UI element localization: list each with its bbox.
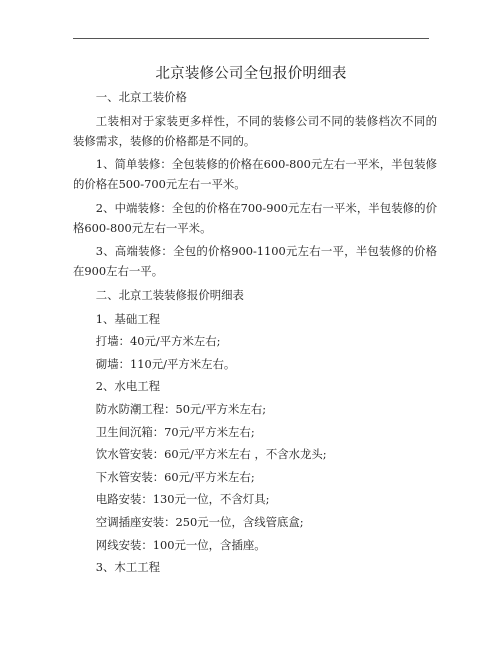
price-item: 3、高端装修：全包的价格900-1100元左右一平，半包装修的价格在900左右一平。: [73, 244, 437, 279]
line-item: 空调插座安装：250元一位，含线管底盒;: [95, 514, 304, 529]
document-body: [73, 87, 437, 580]
subsection-heading: 3、木工工程: [95, 560, 160, 575]
line-item: 砌墙：110元/平方米左右。: [95, 356, 236, 371]
header-rule: [73, 38, 429, 39]
subsection-heading: 2、水电工程: [95, 379, 160, 394]
line-item: 卫生间沉箱：70元/平方米左右;: [95, 424, 255, 439]
line-item: 网线安装：100元一位，含插座。: [95, 537, 266, 552]
price-item: 1、简单装修：全包装修的价格在600-800元左右一平米，半包装修的价格在500-700元左右一平米。: [73, 157, 437, 192]
line-item: 电路安装：130元一位，不含灯具;: [95, 492, 270, 507]
section-heading: 一、北京工装价格: [95, 90, 187, 104]
line-item: 防水防潮工程：50元/平方米左右;: [95, 401, 267, 416]
section-heading: 二、北京工装装修报价明细表: [95, 287, 244, 302]
line-item: 饮水管安装：60元/平方米左右 ，不含水龙头;: [95, 447, 327, 462]
line-item: 下水管安装：60元/平方米左右;: [95, 469, 255, 484]
intro-paragraph: 工装相对于家装更多样性，不同的装修公司不同的装修档次不同的装修需求，装修的价格都是不同的。: [73, 113, 437, 148]
price-item: 2、中端装修：全包的价格在700-900元左右一平米，半包装修的价格600-800元左右一平米。: [73, 200, 437, 235]
line-item: 打墙：40元/平方米左右;: [95, 334, 221, 349]
subsection-heading: 1、基础工程: [95, 311, 160, 326]
document-title: 北京装修公司全包报价明细表: [155, 66, 347, 82]
